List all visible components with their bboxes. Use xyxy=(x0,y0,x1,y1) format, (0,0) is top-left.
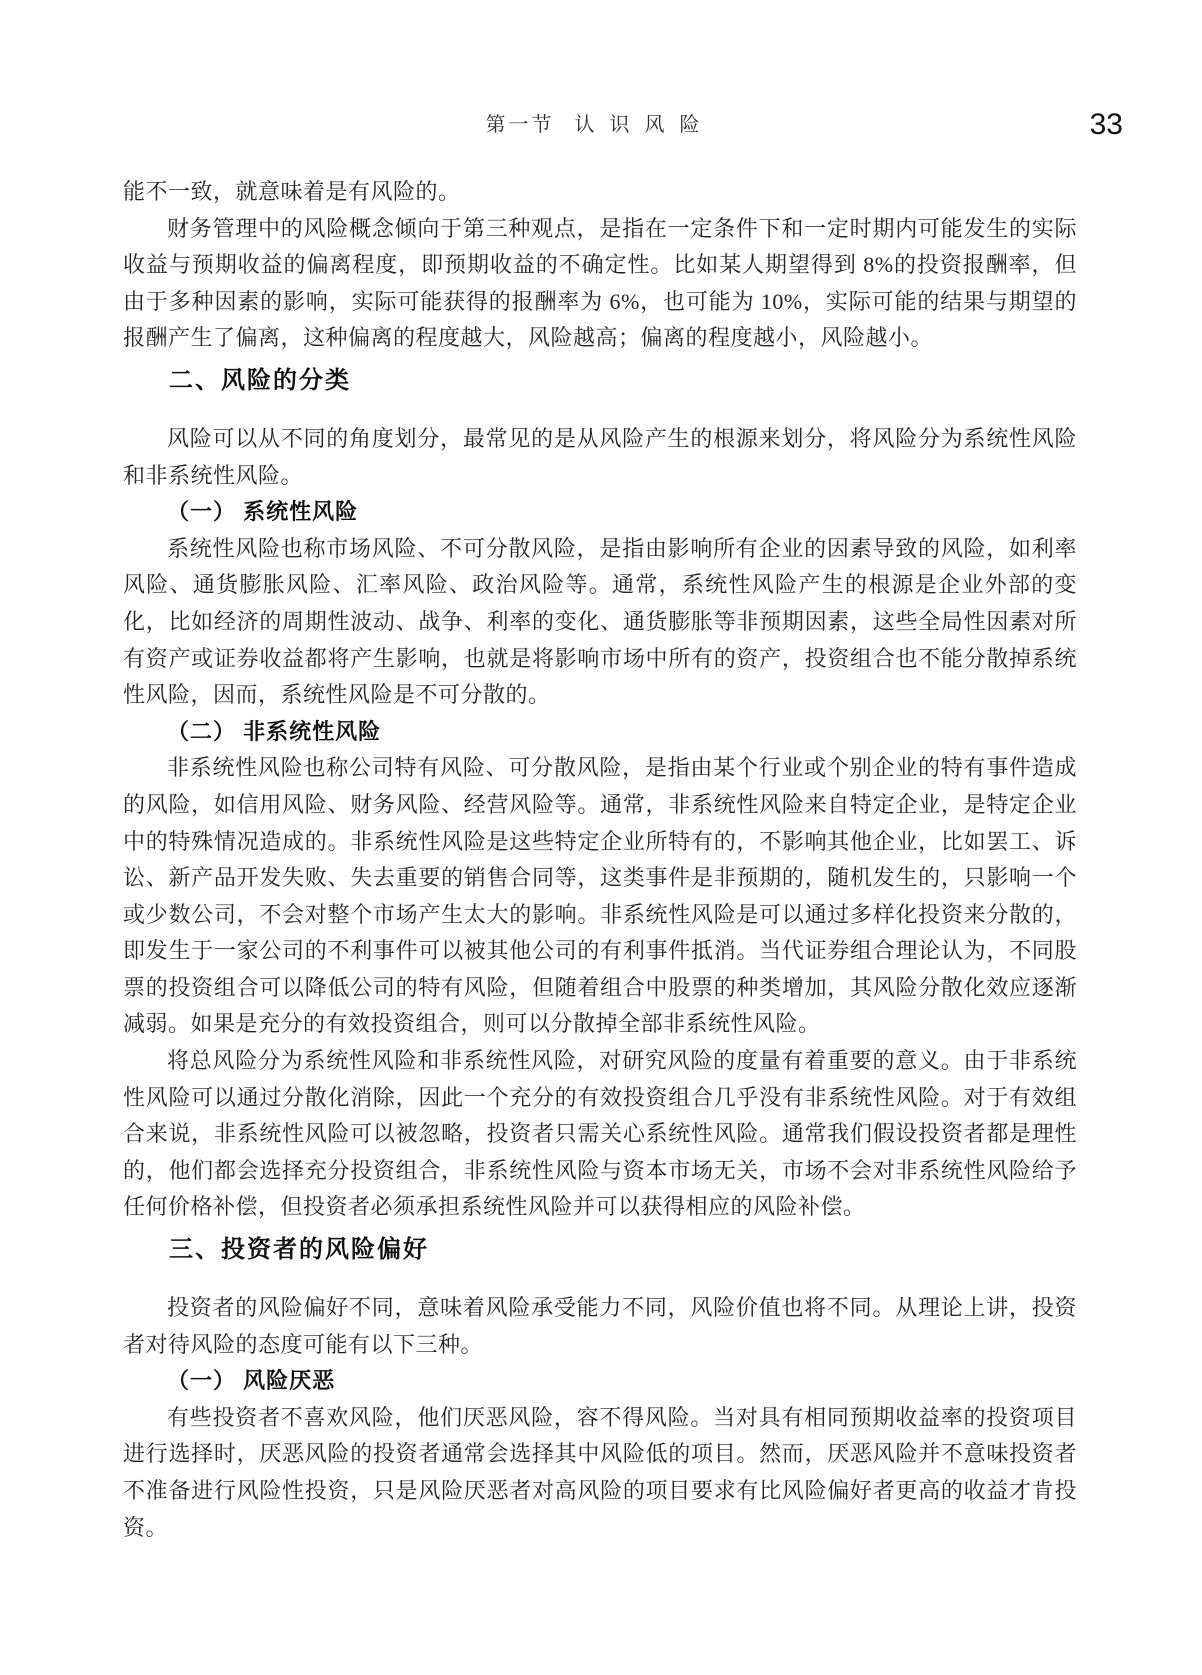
page-number: 33 xyxy=(1089,108,1123,141)
paragraph-total-risk: 将总风险分为系统性风险和非系统性风险，对研究风险的度量有着重要的意义。由于非系统性风险可以通过分散化消除，因此一个充分的有效投资组合几乎没有非系统性风险。对于有效组合来说，非系统性风险可以被忽略，投资者只需关心系统性风险。通常我们假设投资者都是理性的，他们都会选择充分投资组合，非系统性风险与资本市场无关，市场不会对非系统性风险给予任何价格补偿，但投资者必须承担系统性风险并可以获得相应的风险补偿。 xyxy=(123,1048,1077,1220)
section-header xyxy=(123,108,1077,137)
section-number: 第一节 xyxy=(485,114,555,136)
heading-risk-aversion: （一） 风险厌恶 xyxy=(167,1368,336,1394)
page-body xyxy=(123,174,1077,1546)
heading-investor-preference: 三、投资者的风险偏好 xyxy=(169,1236,429,1264)
paragraph-systematic-risk: 系统性风险也称市场风险、不可分散风险，是指由影响所有企业的因素导致的风险，如利率风险、通货膨胀风险、汇率风险、政治风险等。通常，系统性风险产生的根源是企业外部的变化，比如经济的周期性波动、战争、利率的变化、通货膨胀等非预期因素，这些全局性因素对所有资产或证券收益都将产生影响，也就是将影响市场中所有的资产，投资组合也不能分散掉系统性风险，因而，系统性风险是不可分散的。 xyxy=(123,535,1077,708)
heading-risk-classification: 二、风险的分类 xyxy=(169,366,351,394)
paragraph-continuation: 能不一致，就意味着是有风险的。 xyxy=(123,179,461,204)
section-title: 认识风险 xyxy=(574,114,715,136)
paragraph-risk-aversion: 有些投资者不喜欢风险，他们厌恶风险，容不得风险。当对具有相同预期收益率的投资项目进行选择时，厌恶风险的投资者通常会选择其中风险低的项目。然而，厌恶风险并不意味投资者不准备进行风险性投资，只是风险厌恶者对高风险的项目要求有比风险偏好者更高的收益才肯投资。 xyxy=(123,1404,1077,1540)
paragraph-classification-intro: 风险可以从不同的角度划分，最常见的是从风险产生的根源来划分，将风险分为系统性风险和非系统性风险。 xyxy=(123,425,1077,488)
running-header xyxy=(123,108,1123,148)
paragraph-risk-concept: 财务管理中的风险概念倾向于第三种观点，是指在一定条件下和一定时期内可能发生的实际收益与预期收益的偏离程度，即预期收益的不确定性。比如某人期望得到 8%的投资报酬率，但由于多种因素的影响，实际可能获得的报酬率为 6%，也可能为 10%，实际可能的结果与期望的报酬产生了偏离，这种偏离的程度越大，风险越高；偏离的程度越小，风险越小。 xyxy=(123,215,1077,351)
paragraph-unsystematic-risk: 非系统性风险也称公司特有风险、可分散风险，是指由某个行业或个别企业的特有事件造成的风险，如信用风险、财务风险、经营风险等。通常，非系统性风险来自特定企业，是特定企业中的特殊情况造成的。非系统性风险是这些特定企业所特有的，不影响其他企业，比如罢工、诉讼、新产品开发失败、失去重要的销售合同等，这类事件是非预期的，随机发生的，只影响一个或少数公司，不会对整个市场产生太大的影响。非系统性风险是可以通过多样化投资来分散的，即发生于一家公司的不利事件可以被其他公司的有利事件抵消。当代证券组合理论认为，不同股票的投资组合可以降低公司的特有风险，但随着组合中股票的种类增加，其风险分散化效应逐渐减弱。如果是充分的有效投资组合，则可以分散掉全部非系统性风险。 xyxy=(123,755,1077,1037)
heading-systematic-risk: （一） 系统性风险 xyxy=(167,499,359,525)
paragraph-preference-intro: 投资者的风险偏好不同，意味着风险承受能力不同，风险价值也将不同。从理论上讲，投资者对待风险的态度可能有以下三种。 xyxy=(123,1295,1077,1357)
heading-unsystematic-risk: （二） 非系统性风险 xyxy=(167,718,382,744)
